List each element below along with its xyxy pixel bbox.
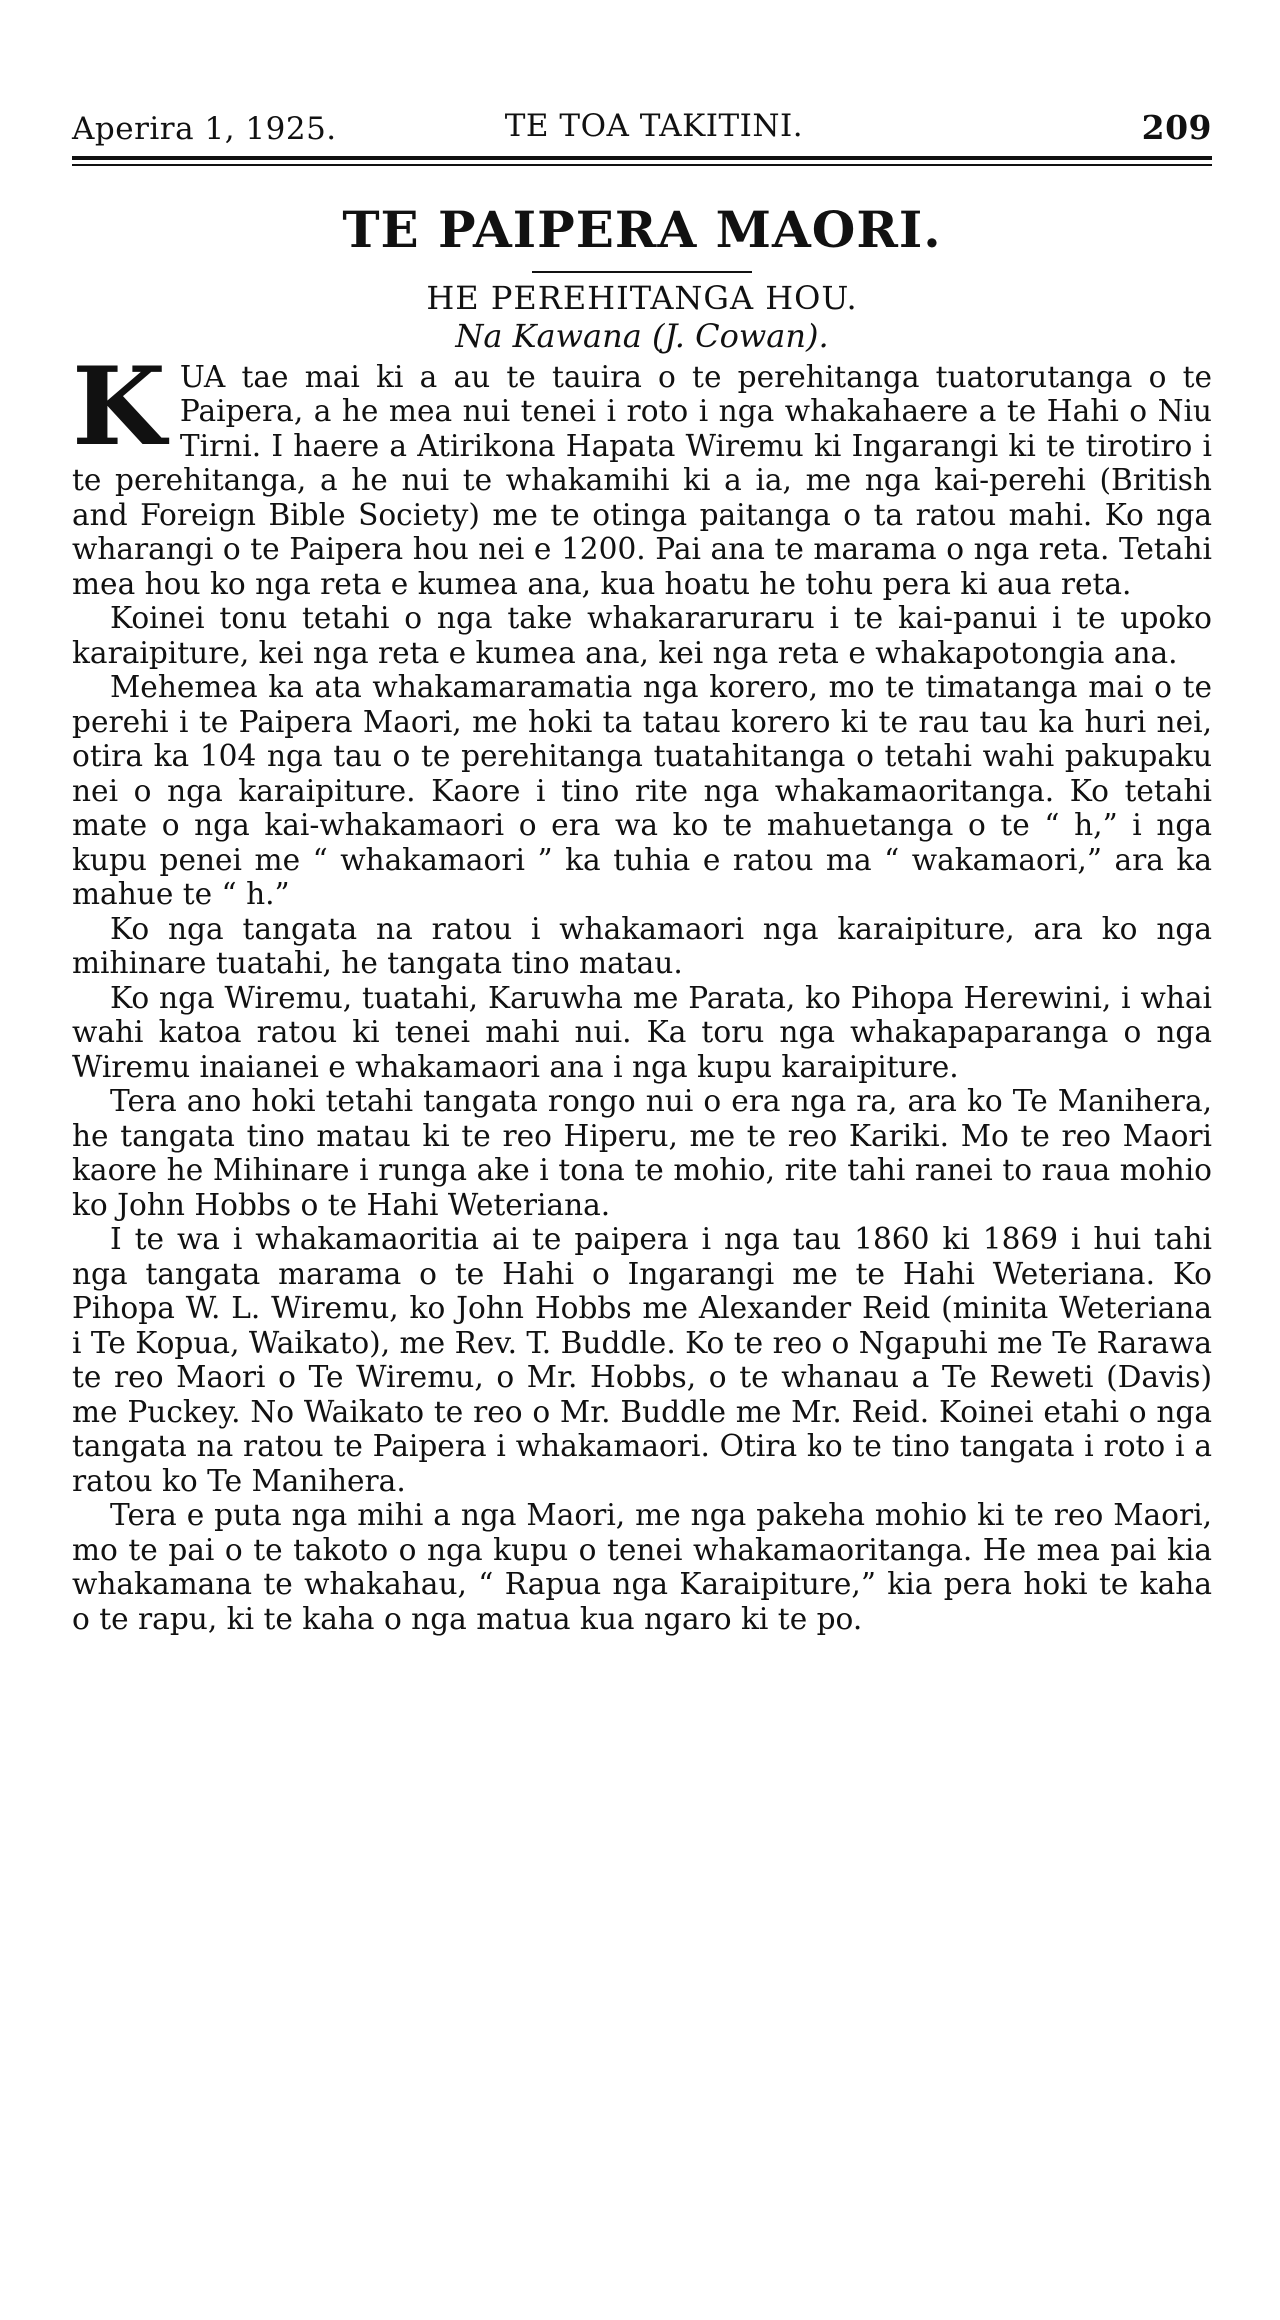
paragraph: Ko nga Wiremu, tuatahi, Karuwha me Parata, ko Pihopa Herewini, i whai wahi katoa ratou ki tenei mahi nui. Ka toru nga whakapaparanga o nga Wiremu inaianei e whakamaori ana i nga kupu karaipiture. xyxy=(72,980,1212,1084)
article-body xyxy=(72,343,1212,1637)
running-head xyxy=(72,108,1212,148)
page-number: 209 xyxy=(1141,108,1212,147)
header-rule-thick xyxy=(72,156,1212,160)
paragraph: I te wa i whakamaoritia ai te paipera i nga tau 1860 ki 1869 i hui tahi nga tangata marama o te Hahi o Ingarangi me te Hahi Weteriana. Ko Pihopa W. L. Wiremu, ko John Hobbs me Alexander Reid (minita Weteriana i Te Kopua, Waikato), me Rev. T. Buddle. Ko te reo o Ngapuhi me Te Rarawa te reo Maori o Te Wiremu, o Mr. Hobbs, o te whanau a Te Reweti (Davis) me Puckey. No Waikato te reo o Mr. Buddle me Mr. Reid. Koinei etahi o nga tangata na ratou te Paipera i whakamaori. Otira ko te tino tangata i roto i a ratou ko Te Manihera. xyxy=(72,1222,1212,1498)
title-divider xyxy=(532,271,752,273)
paragraph: Tera e puta nga mihi a nga Maori, me nga pakeha mohio ki te reo Maori, mo te pai o te takoto o nga kupu o tenei whakamaoritanga. He mea pai kia whakamana te whakahau, “ Rapua nga Karaipiture,” kia pera hoki te kaha o te rapu, ki te kaha o nga matua kua ngaro ki te po. xyxy=(72,1498,1212,1636)
paragraph-1-text: UA tae mai ki a au te tauira o te perehitanga tuatorutanga o te Paipera, a he mea nui tenei i roto i nga whakahaere a te Hahi o Niu Tirni. I haere a Atirikona Hapata Wiremu ki Ingarangi ki te tirotiro i te perehitanga, a he nui te whakamihi ki a ia, me nga kai-perehi (British and Foreign Bible Society) me te otinga paitanga o ta ratou mahi. Ko nga wharangi o te Paipera hou nei e 1200. Pai ana te marama o nga reta. Tetahi mea hou ko nga reta e kumea ana, kua hoatu he tohu pera ki aua reta. xyxy=(72,359,1212,601)
publication-title: TE TOA TAKITINI. xyxy=(504,108,804,144)
article-byline: Na Kawana (J. Cowan). xyxy=(455,317,829,356)
article-subtitle: HE PEREHITANGA HOU. xyxy=(426,279,858,317)
paragraph: Koinei tonu tetahi o nga take whakararuraru i te kai-panui i te upoko karaipiture, kei nga reta e kumea ana, kei nga reta e whakapotongia ana. xyxy=(72,601,1212,670)
header-rule-thin xyxy=(72,164,1212,166)
article-title: TE PAIPERA MAORI. xyxy=(342,200,942,259)
paragraph-1 xyxy=(72,343,1212,602)
paragraph: Ko nga tangata na ratou i whakamaori nga karaipiture, ara ko nga mihinare tuatahi, he tangata tino matau. xyxy=(72,911,1212,981)
paragraph: Tera ano hoki tetahi tangata rongo nui o era nga ra, ara ko Te Manihera, he tangata tino matau ki te reo Hiperu, me te reo Kariki. Mo te reo Maori kaore he Mihinare i runga ake i tona te mohio, rite tahi ranei to raua mohio ko John Hobbs o te Hahi Weteriana. xyxy=(72,1084,1212,1222)
issue-date: Aperira 1, 1925. xyxy=(72,111,337,147)
drop-cap: K xyxy=(72,343,166,470)
page xyxy=(72,108,1212,1636)
paragraph: Mehemea ka ata whakamaramatia nga korero, mo te timatanga mai o te perehi i te Paipera Maori, me hoki ta tatau korero ki te rau tau ka huri nei, otira ka 104 nga tau o te perehitanga tuatahitanga o tetahi wahi pakupaku nei o nga karaipiture. Kaore i tino rite nga whakamaoritanga. Ko tetahi mate o nga kai-whakamaori o era wa ko te mahuetanga o te “ h,” i nga kupu penei me “ whakamaori ” ka tuhia e ratou ma “ wakamaori,” ara ka mahue te “ h.” xyxy=(72,670,1212,912)
